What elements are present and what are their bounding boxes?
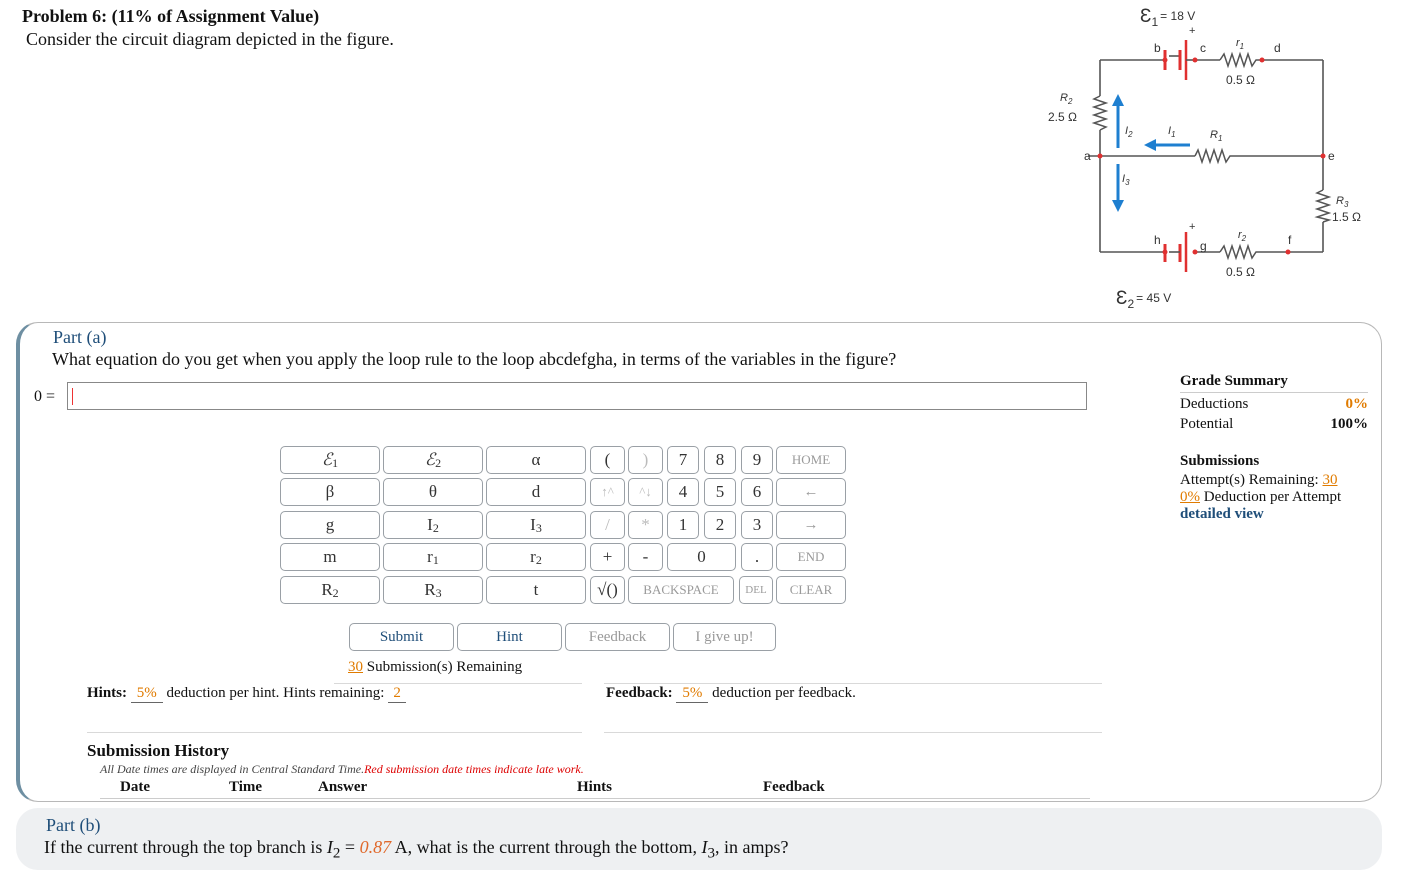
key-dot[interactable]: . (741, 543, 773, 571)
submissions-remaining-text: Submission(s) Remaining (366, 659, 523, 675)
key-I3-label: I (530, 515, 536, 534)
key-right-arrow[interactable]: → (776, 511, 846, 539)
key-g[interactable] (280, 511, 380, 539)
key-m[interactable] (280, 543, 380, 571)
detailed-view-link[interactable]: detailed view (1180, 506, 1264, 522)
hints-label: Hints: (87, 685, 128, 701)
key-minus[interactable]: - (628, 543, 663, 571)
key-backspace[interactable]: BACKSPACE (628, 576, 734, 604)
divider (87, 732, 582, 733)
key-R3-label: R (424, 580, 436, 599)
problem-title: Problem 6: (11% of Assignment Value) (22, 6, 320, 26)
give-up-button[interactable]: I give up! (673, 623, 776, 651)
divider (100, 798, 1090, 799)
key-d[interactable] (486, 478, 586, 506)
R1-resistor-icon (1195, 150, 1233, 162)
part-b-title: Part (b) (46, 815, 101, 835)
history-header-feedback: Feedback (763, 779, 825, 795)
part-b-text-end: , in amps? (715, 837, 789, 857)
attempts-value: 30 (1322, 472, 1338, 488)
svg-text:1.5 Ω: 1.5 Ω (1332, 210, 1361, 224)
feedback-info (606, 685, 856, 703)
feedback-label: Feedback: (606, 685, 673, 701)
svg-text:r1: $r_1$ (1236, 37, 1245, 51)
potential-label: Potential (1180, 416, 1234, 432)
key-caret-up[interactable]: ↑^ (590, 478, 625, 506)
key-R3[interactable] (383, 576, 483, 604)
grade-summary-title: Grade Summary (1180, 373, 1288, 389)
key-alpha-label: α (531, 450, 541, 469)
svg-text:Ɛ2= 45 V: $Ɛ_2$ $^{= 45 V}$ (1116, 288, 1172, 311)
divider (604, 683, 1102, 684)
current-arrows (1112, 94, 1190, 212)
part-b-var2: I (701, 837, 708, 857)
key-emf1[interactable] (280, 446, 380, 474)
text-caret (72, 388, 73, 405)
key-4[interactable]: 4 (667, 478, 699, 506)
key-divide[interactable]: / (590, 511, 625, 539)
key-r1[interactable] (383, 543, 483, 571)
key-1[interactable]: 1 (667, 511, 699, 539)
key-multiply[interactable]: * (628, 511, 663, 539)
key-I3-sub: 3 (535, 520, 542, 535)
feedback-text: deduction per feedback. (712, 685, 856, 701)
r2-resistor-icon (1220, 246, 1262, 258)
key-I3[interactable] (486, 511, 586, 539)
part-a-title: Part (a) (53, 327, 107, 347)
key-home[interactable]: HOME (776, 446, 846, 474)
svg-text:r2: $r_2$ (1238, 229, 1247, 243)
svg-text:h: h (1154, 233, 1161, 247)
part-b-value: 0.87 (359, 837, 392, 857)
R2-resistor-icon (1094, 96, 1106, 130)
key-m-label: m (323, 547, 337, 566)
svg-text:I1: $I_1$ (1168, 125, 1176, 139)
svg-text:I2: $I_2$ (1125, 125, 1133, 139)
divider (334, 683, 582, 684)
history-header-hints: Hints (577, 779, 613, 795)
svg-text:R2: $R_2$ (1060, 92, 1073, 106)
key-alpha[interactable] (486, 446, 586, 474)
attempts-label: Attempt(s) Remaining: (1180, 472, 1319, 488)
svg-text:c: c (1200, 41, 1206, 55)
part-b-question (44, 837, 789, 863)
key-beta[interactable] (280, 478, 380, 506)
part-b-var2-sub: 3 (707, 845, 716, 862)
key-3[interactable]: 3 (741, 511, 773, 539)
feedback-button[interactable]: Feedback (565, 623, 670, 651)
equation-prefix: 0 = (34, 388, 56, 405)
svg-text:Ɛ1= 18 V: $Ɛ_1$ $^{= 18 V}$ (1140, 6, 1196, 29)
key-g-label: g (325, 515, 335, 534)
svg-text:f: f (1288, 233, 1292, 247)
hints-text: deduction per hint. Hints remaining: (166, 685, 385, 701)
submissions-summary (1180, 453, 1368, 523)
part-a-question: What equation do you get when you apply the loop rule to the loop abcdefgha, in terms of the variables in the figure? (52, 349, 897, 369)
history-note-text: All Date times are displayed in Central Standard Time. (100, 762, 365, 776)
key-emf1-sub: 1 (332, 455, 339, 470)
key-beta-label: β (325, 482, 335, 501)
key-emf1-label: ℰ (321, 450, 333, 469)
part-b-eq: = (344, 837, 356, 857)
key-emf2-label: ℰ (424, 450, 436, 469)
divider (604, 732, 1102, 733)
r1-resistor-icon (1220, 54, 1262, 66)
key-d-label: d (531, 482, 541, 501)
key-I2-sub: 2 (432, 520, 439, 535)
submission-history-note (100, 762, 584, 777)
key-clear[interactable]: CLEAR (776, 576, 846, 604)
submit-button[interactable]: Submit (349, 623, 454, 651)
svg-text:0.5 Ω: 0.5 Ω (1226, 265, 1255, 279)
part-b-text-post: A, what is the current through the bottom, (394, 837, 698, 857)
svg-text:g: g (1200, 239, 1207, 253)
part-b-var-sub: 2 (332, 845, 341, 862)
svg-text:+: + (1189, 221, 1196, 233)
answer-input[interactable] (67, 382, 1087, 410)
history-note-red: Red submission date times indicate late work. (364, 762, 584, 776)
key-emf2[interactable] (383, 446, 483, 474)
key-r2-label: r (530, 547, 536, 566)
key-I2[interactable] (383, 511, 483, 539)
svg-text:R1: $R_1$ (1210, 129, 1223, 143)
submissions-remaining-count: 30 (348, 659, 363, 675)
svg-text:2.5 Ω: 2.5 Ω (1048, 110, 1077, 124)
grade-summary (1180, 373, 1368, 433)
key-6[interactable]: 6 (741, 478, 773, 506)
deduction-text: Deduction per Attempt (1203, 489, 1342, 505)
key-open-paren[interactable]: ( (590, 446, 625, 474)
key-9[interactable]: 9 (741, 446, 773, 474)
svg-text:e: e (1328, 149, 1335, 163)
key-theta[interactable] (383, 478, 483, 506)
svg-text:d: d (1274, 41, 1281, 55)
key-8[interactable]: 8 (704, 446, 736, 474)
svg-text:I3: $I_3$ (1122, 173, 1130, 187)
hints-info (87, 685, 406, 703)
svg-text:R3: $R_3$ (1336, 195, 1349, 209)
key-2[interactable]: 2 (704, 511, 736, 539)
key-t-label: t (533, 580, 539, 599)
svg-text:+: + (1189, 25, 1196, 37)
key-I2-label: I (427, 515, 433, 534)
key-r1-label: r (427, 547, 433, 566)
key-R2-label: R (321, 580, 333, 599)
feedback-pct: 5% (676, 685, 708, 703)
deductions-label: Deductions (1180, 396, 1249, 412)
key-r1-sub: 1 (432, 552, 439, 567)
key-left-arrow[interactable]: ← (776, 478, 846, 506)
key-r2[interactable] (486, 543, 586, 571)
submission-history-title: Submission History (87, 741, 230, 760)
divider (1180, 392, 1368, 393)
R3-resistor-icon (1317, 190, 1329, 222)
potential-value: 100% (1330, 416, 1368, 432)
key-R2-sub: 2 (332, 585, 339, 600)
key-caret-down[interactable]: ^↓ (628, 478, 663, 506)
key-close-paren[interactable]: ) (628, 446, 663, 474)
key-0[interactable]: 0 (667, 543, 736, 571)
svg-text:0.5 Ω: 0.5 Ω (1226, 73, 1255, 87)
key-sqrt[interactable]: √() (590, 576, 625, 604)
key-7[interactable]: 7 (667, 446, 699, 474)
key-del[interactable]: DEL (739, 576, 773, 604)
problem-text: Consider the circuit diagram depicted in the figure. (26, 29, 394, 49)
history-header-date: Date (120, 779, 150, 795)
submissions-title: Submissions (1180, 453, 1260, 469)
key-theta-label: θ (428, 482, 438, 501)
hints-pct: 5% (131, 685, 163, 703)
hints-remaining: 2 (388, 685, 406, 703)
deduction-pct: 0% (1180, 489, 1200, 505)
key-5[interactable]: 5 (704, 478, 736, 506)
part-b-text-pre: If the current through the top branch is (44, 837, 323, 857)
part-b-var: I (326, 837, 333, 857)
hint-button[interactable]: Hint (457, 623, 562, 651)
key-R2[interactable] (280, 576, 380, 604)
key-emf2-sub: 2 (435, 455, 442, 470)
submissions-remaining (348, 659, 522, 676)
history-header-time: Time (229, 779, 263, 795)
deductions-value: 0% (1345, 396, 1368, 412)
key-plus[interactable]: + (590, 543, 625, 571)
svg-text:a: a (1084, 149, 1091, 163)
key-t[interactable] (486, 576, 586, 604)
circuit-diagram (1030, 0, 1390, 318)
svg-text:b: b (1154, 41, 1161, 55)
key-r2-sub: 2 (535, 552, 542, 567)
history-header-answer: Answer (318, 779, 368, 795)
key-R3-sub: 3 (435, 585, 442, 600)
key-end[interactable]: END (776, 543, 846, 571)
